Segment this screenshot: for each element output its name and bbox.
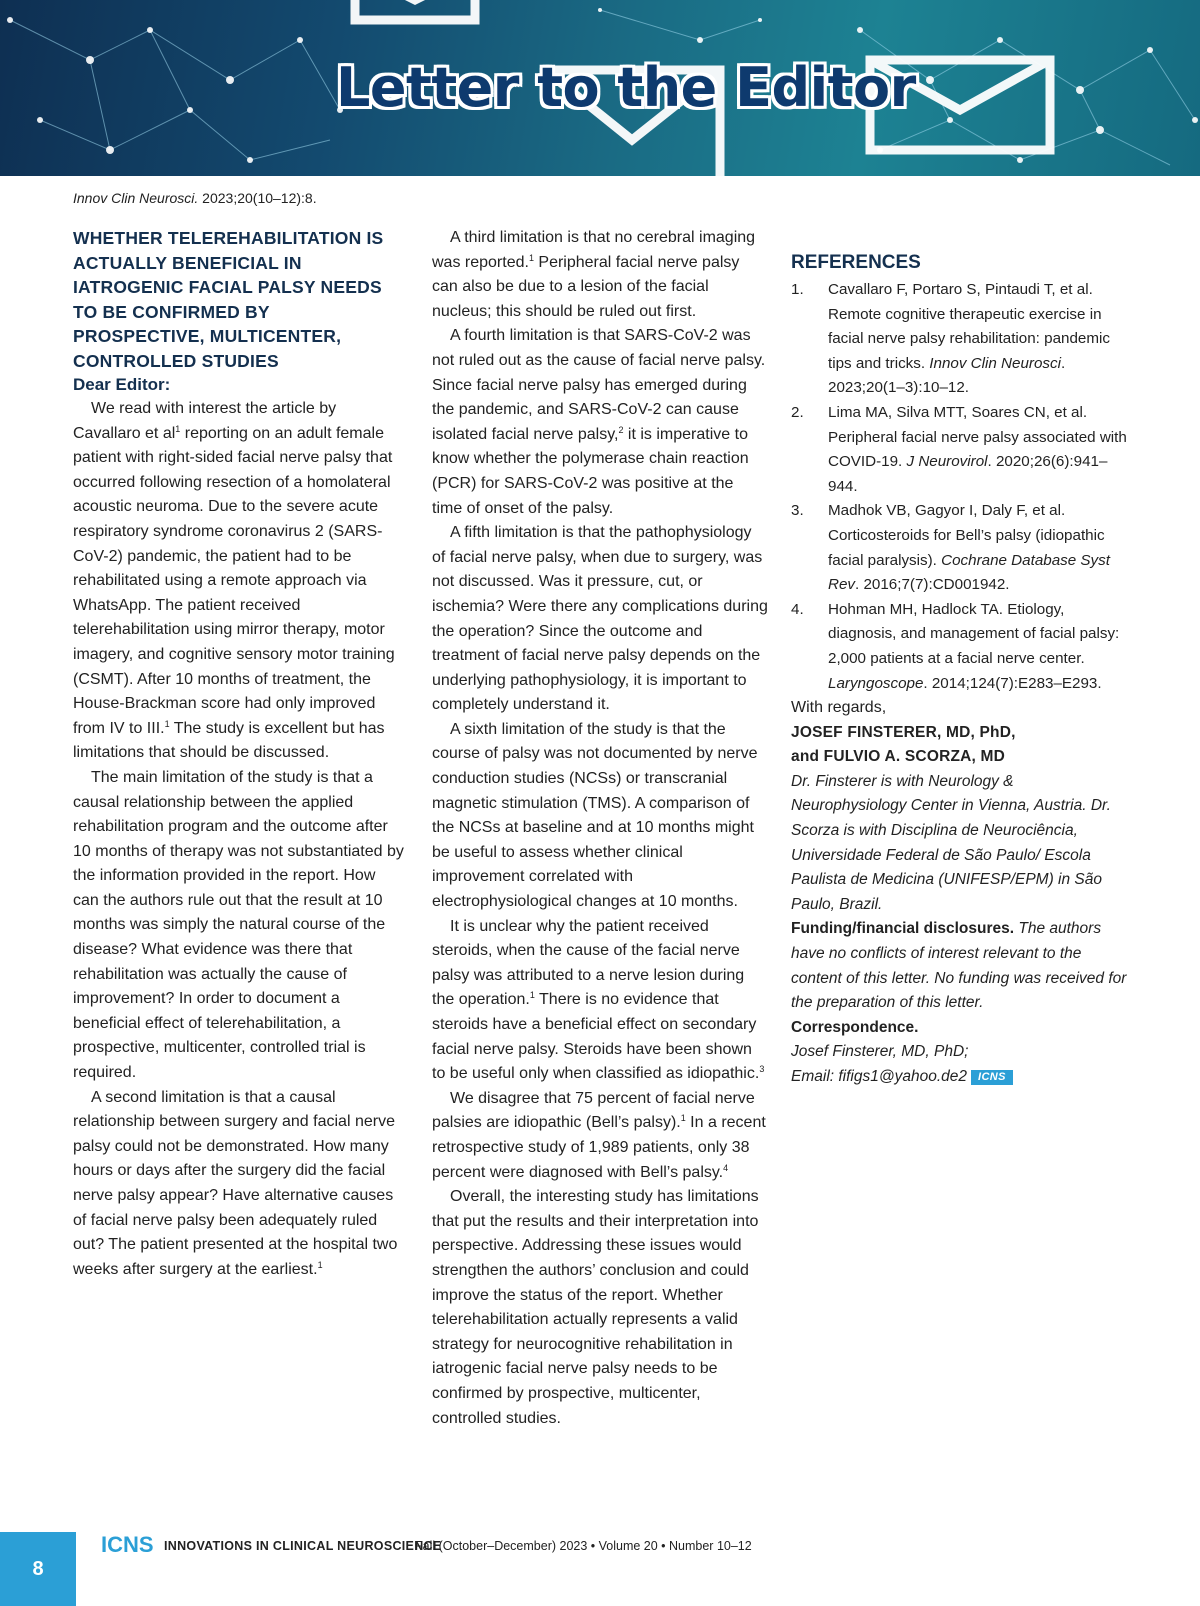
paragraph-6: A fifth limitation is that the pathophysiology of facial nerve palsy, when due to surgery, was not discussed. Was it pressure, cut, or ischemia? Were there any complications during the operation? Since the outcome and treatment of facial nerve palsy depends on the underlying pathophysiology, it is important to completely understand it. xyxy=(432,524,768,714)
reference-item: 1. Cavallaro F, Portaro S, Pintaudi T, et al. Remote cognitive therapeutic exercise in facial nerve palsy rehabilitation: pandemic tips and tricks. Innov Clin Neurosci. 2023;20(1–3):10–12. xyxy=(791,281,1110,397)
correspondence-email[interactable]: Email: fifigs1@yahoo.de2 ICNS xyxy=(791,1065,1131,1090)
reference-item: 3. Madhok VB, Gagyor I, Daly F, et al. Corticosteroids for Bell’s palsy (idiopathic facial paralysis). Cochrane Database Syst Rev. 2016;7(7):CD001942. xyxy=(791,502,1110,594)
column-3 xyxy=(791,226,1131,1090)
signoff-regards: With regards, xyxy=(791,699,887,717)
correspondence-label: Correspondence. xyxy=(791,1018,919,1036)
references-heading: REFERENCES xyxy=(791,252,921,273)
author-line-1: JOSEF FINSTERER, MD, PhD, xyxy=(791,723,1016,741)
footer-logo: ICNS xyxy=(101,1532,154,1557)
article-citation xyxy=(73,188,317,208)
paragraph-9: We disagree that 75 percent of facial nerve palsies are idiopathic (Bell’s palsy).$^1$ In a recent retrospective study of 1,989 patients, only 38 percent were diagnosed with Bell’s palsy.$^4$ xyxy=(432,1089,766,1181)
header-banner xyxy=(0,0,1200,176)
paragraph-3: A second limitation is that a causal relationship between surgery and facial nerve palsy could not be demonstrated. How many hours or days after the surgery did the facial nerve palsy appear? Have alternative causes of facial nerve palsy been adequately ruled out? The patient presented at the hospital two weeks after surgery at the earliest.$^1$ xyxy=(73,1088,398,1278)
paragraph-8: It is unclear why the patient received steroids, when the cause of the facial nerve palsy was attributed to a nerve lesion during the operation.$^1$ There is no evidence that steroids have a beneficial effect on secondary facial nerve palsy. Steroids have been shown to be useful only when classified as idiopathic.$^3$ xyxy=(432,917,765,1083)
author-affiliation: Dr. Finsterer is with Neurology & Neurophysiology Center in Vienna, Austria. Dr. Scorza is with Disciplina de Neurociência, Universidade Federal de São Paulo/ Escola Paulista de Medicina (UNIFESP/EPM) in São Paulo, Brazil. xyxy=(791,772,1111,913)
page-number-box xyxy=(0,1532,76,1606)
paragraph-7: A sixth limitation of the study is that the course of palsy was not documented by nerve conduction studies (NCSs) or transcranial magnetic stimulation (TMS). A comparison of the NCSs at baseline and at 10 months might be useful to assess whether clinical improvement correlated with electrophysiological changes at 10 months. xyxy=(432,720,758,911)
page-footer xyxy=(0,1532,1200,1606)
page-number: 8 xyxy=(32,1558,44,1580)
correspondence-name: Josef Finsterer, MD, PhD; xyxy=(791,1043,969,1061)
footer-journal-name: INNOVATIONS IN CLINICAL NEUROSCIENCE xyxy=(164,1539,442,1553)
citation-details: 2023;20(10–12):8. xyxy=(198,190,317,206)
paragraph-2: The main limitation of the study is that a causal relationship between the applied rehabilitation program and the outcome after 10 months of therapy was not substantiated by the information provided in the report. How can the authors rule out that the result at 10 months was simply the natural course of the disease? What evidence was there that rehabilitation was actually the cause of improvement? In order to document a beneficial effect of telerehabilitation, a prospective, multicenter, controlled trial is required. xyxy=(73,768,404,1082)
paragraph-5: A fourth limitation is that SARS-CoV-2 was not ruled out as the cause of facial nerve palsy. Since facial nerve palsy has emerged during the pandemic, and SARS-CoV-2 can cause isolated facial nerve palsy,$^2$ it is imperative to know whether the polymerase chain reaction (PCR) for SARS-CoV-2 was positive at the time of onset of the palsy. xyxy=(432,327,766,517)
reference-item: 2. Lima MA, Silva MTT, Soares CN, et al. Peripheral facial nerve palsy associated with COVID-19. J Neurovirol. 2020;26(6):941–944. xyxy=(791,403,1127,495)
article-headline: WHETHER TELEREHABILITATION IS ACTUALLY BENEFICIAL IN IATROGENIC FACIAL PALSY NEEDS TO BE CONFIRMED BY PROSPECTIVE, MULTICENTER, CONTROLLED STUDIES xyxy=(73,228,384,371)
salutation: Dear Editor: xyxy=(73,375,171,394)
icns-end-badge: ICNS xyxy=(971,1070,1013,1085)
citation-journal: Innov Clin Neurosci. xyxy=(73,190,199,206)
paragraph-10: Overall, the interesting study has limitations that put the results and their interpretation into perspective. Addressing these issues would strengthen the authors’ conclusion and could improve the status of the report. Whether telerehabilitation actually represents a valid strategy for neurocognitive rehabilitation in iatrogenic facial nerve palsy needs to be confirmed by prospective, multicenter, controlled studies. xyxy=(432,1188,759,1427)
paragraph-1: We read with interest the article by Cavallaro et $al^1$ reporting on an adult female patient with right-sided facial nerve palsy that occurred following resection of a homolateral acoustic neuroma. Due to the severe acute respiratory syndrome coronavirus 2 (SARS-CoV-2) pandemic, the patient had to be rehabilitated using a remote approach via WhatsApp. The patient received telerehabilitation using mirror therapy, motor imagery, and cognitive sensory motor training (CSMT). After 10 months of treatment, the House-Brackman score had only improved from IV to III.$^1$ The study is excellent but has limitations that should be discussed. xyxy=(73,400,395,762)
paragraph-4: A third limitation is that no cerebral imaging was reported.$^1$ Peripheral facial nerve palsy can also be due to a lesion of the facial nucleus; this should be ruled out first. xyxy=(432,229,756,320)
column-1 xyxy=(73,226,405,1282)
funding-disclosure: Funding/financial disclosures. The authors have no conflicts of interest relevant to the content of this letter. No funding was received for the preparation of this letter. xyxy=(791,920,1127,1012)
author-line-2: and FULVIO A. SCORZA, MD xyxy=(791,748,1006,766)
column-2 xyxy=(432,226,768,1431)
reference-item: 4. Hohman MH, Hadlock TA. Etiology, diagnosis, and management of facial palsy: 2,000 patients at a facial nerve center. Laryngoscope. 2014;124(7):E283–E293. xyxy=(791,600,1120,692)
banner-title: Letter to the Editor xyxy=(336,56,916,119)
footer-issue-info: Fall (October–December) 2023 • Volume 20 • Number 10–12 xyxy=(415,1539,752,1553)
